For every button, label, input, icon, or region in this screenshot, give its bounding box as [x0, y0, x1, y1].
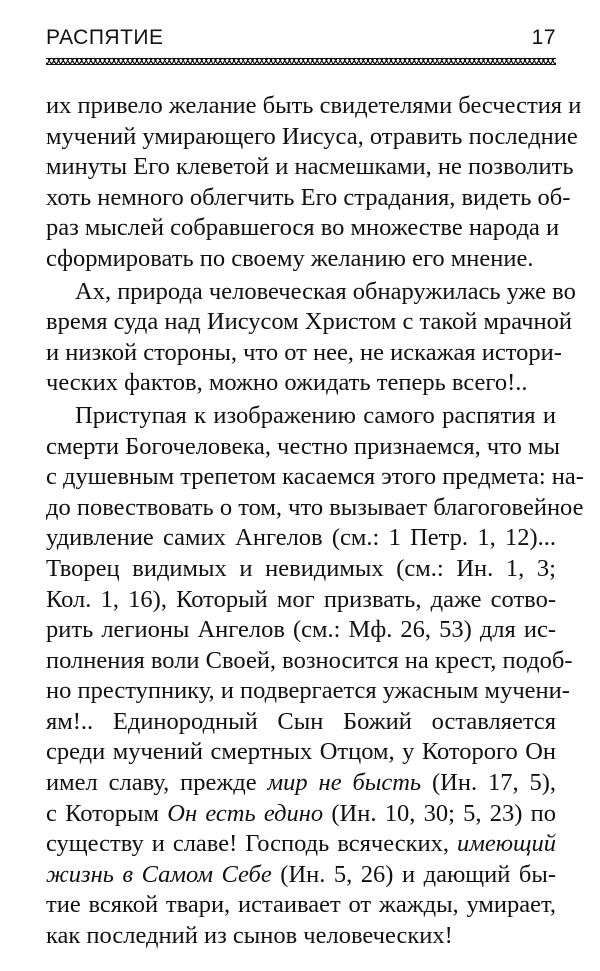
text-line: среди мучений смертных Отцом, у Которого Он [46, 738, 556, 766]
text-line: но преступнику, и подвергается ужасным мучени- [46, 677, 570, 705]
ornamental-rule [46, 58, 556, 65]
text-line: как последний из сынов человеческих! [46, 922, 453, 950]
paragraph-1 [46, 91, 582, 275]
text-line: с Которым Он есть едино (Ин. 10, 30; 5, 23) по [46, 799, 556, 827]
text-line: Творец видимых и невидимых (см.: Ин. 1, 3; [46, 554, 556, 582]
text-line: раз мыслей собравшегося во множестве народа и [46, 214, 560, 242]
text-line: ям!.. Единородный Сын Божий оставляется [46, 707, 556, 735]
text-line: минуты Его клеветой и насмешками, не позволить [46, 153, 574, 181]
text-line: тие всякой твари, истаивает от жажды, умирает, [46, 891, 556, 919]
text-line: Кол. 1, 16), Который мог призвать, даже сотво- [46, 585, 556, 613]
text-line: мучений умирающего Иисуса, отравить последние [46, 122, 578, 150]
text-line: удивление самих Ангелов (см.: 1 Петр. 1, 12)... [46, 524, 556, 552]
text-line: хоть немного облегчить Его страдания, видеть об- [46, 183, 571, 211]
text-line: имел славу, прежде мир не бысть (Ин. 17, 5), [46, 769, 557, 797]
text-line: полнения воли Своей, возносится на крест, подоб- [46, 646, 573, 674]
running-title: РАСПЯТИЕ [46, 26, 164, 49]
text-line: Приступая к изображению самого распятия и [75, 401, 556, 429]
text-line: их привело желание быть свидетелями бесчестия и [46, 92, 582, 119]
text-line: смерти Богочеловека, честно признаемся, что мы [46, 432, 560, 460]
text-line: жизнь в Самом Себе (Ин. 5, 26) и дающий бы- [46, 860, 556, 888]
text-line: время суда над Иисусом Христом с такой мрачной [46, 308, 572, 336]
body-text [46, 91, 584, 952]
text-line: рить легионы Ангелов (см.: Мф. 26, 53) для ис- [46, 616, 556, 644]
text-line: ческих фактов, можно ожидать теперь всего!.. [46, 369, 528, 397]
page-number: 17 [531, 26, 556, 49]
page-header [46, 26, 556, 52]
paragraph-2 [46, 277, 576, 399]
text-line: Ах, природа человеческая обнаружилась уже во [75, 277, 576, 305]
text-line: с душевным трепетом касаемся этого предмета: на- [46, 463, 584, 491]
text-line: сформировать по своему желанию его мнение. [46, 244, 534, 272]
text-line: существу и славе! Господь всяческих, имеющий [46, 830, 556, 858]
paragraph-3 [46, 401, 584, 952]
text-line: и низкой стороны, что от нее, не искажая истори- [46, 338, 562, 366]
text-line: до повествовать о том, что вызывает благоговейное [46, 493, 584, 521]
